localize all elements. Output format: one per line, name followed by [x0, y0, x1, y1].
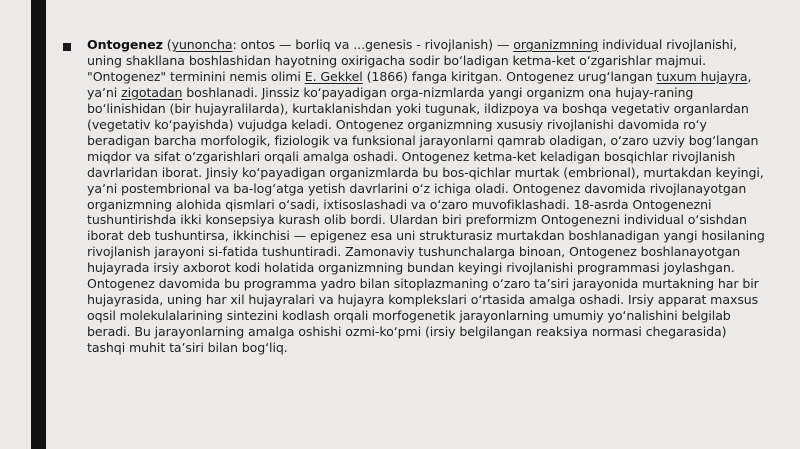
slide-accent-bar	[31, 0, 46, 449]
link-tuxum-hujayra[interactable]: tuxum hujayra	[656, 68, 748, 84]
text-segment: individual rivojlanishi, uning shakllana boshlashidan hayotning oxirigacha sodir boʻladigan ketma-ket oʻzgarishlar majmui. "Ontogenez" terminini nemis olimi	[87, 37, 737, 84]
definition-paragraph	[87, 37, 767, 356]
link-gekkel[interactable]: E. Gekkel	[304, 68, 363, 84]
text-segment: (1866) fanga kiritgan. Ontogenez urugʻlangan	[362, 68, 657, 84]
link-yunoncha[interactable]: yunoncha	[171, 37, 233, 52]
square-bullet-icon	[63, 43, 71, 51]
term-heading: Ontogenez	[87, 37, 163, 52]
text-segment: boshlanadi. Jinssiz koʻpayadigan orga-nizmlarda yangi organizm ona hujay-raning boʻlinishidan (bir hujayralilarda), kurtaklanishdan yoki tugunak, ildizpoya va boshqa vegetativ organlardan (vegetativ koʻpayishda) vujudga keladi. Ontogenez organizmning xususiy rivojlanishi davomida roʻy beradigan barcha morfologik, fiziologik va funksional jarayonlarni qamrab oladigan, oʻzaro uzviy bogʻlangan miqdor va sifat oʻzgarishlari orqali amalga oshadi. Ontogenez ketma-ket keladigan bosqichlar rivojlanish davrlaridan iborat. Jinsiy koʻpayadigan organizmlarda bu bos-qichlar murtak (embrional), murtakdan keyingi, yaʼni postembrional va ba-logʻatga yetish davrlarini oʻz ichiga oladi. Ontogenez davomida rivojlanayotgan organizmning alohida qismlari oʻsadi, ixtisoslashadi va oʻzaro muvofiklashadi. 18-asrda Ontogenezni tushuntirishda ikki konsepsiya kurash olib bordi. Ulardan biri preformizm Ontogenezni individual oʻsishdan iborat deb tushuntirsa, ikkinchisi — epigenez esa uni strukturasiz murtakdan boshlanadigan yangi hosilaning rivojlanish jarayoni si-fatida tushuntiradi. Zamonaviy tushunchalarga binoan, Ontogenez boshlanayotgan hujayrada irsiy axborot kodi holatida organizmning bundan keyingi rivojlanishi programmasi joylashgan. Ontogenez davomida bu programma yadro bilan sitoplazmaning oʻzaro taʼsiri jarayonida murtakning har bir hujayrasida, uning har xil hujayralari va hujayra komplekslari oʻrtasida amalga oshadi. Irsiy apparat maxsus oqsil molekulalarining sintezini kodlash orqali morfogenetik jarayonlarning umumiy yoʻnalishini belgilab beradi. Bu jarayonlarning amalga oshishi ozmi-koʻpmi (irsiy belgilangan reaksiya normasi chegarasida) tashqi muhit taʼsiri bilan bogʻliq.	[87, 84, 765, 356]
text-segment: : ontos — borliq va ...genesis - rivojlanish) —	[232, 37, 514, 52]
link-organizmning[interactable]: organizmning	[513, 37, 599, 52]
link-zigotadan[interactable]: zigotadan	[121, 84, 183, 100]
text-segment: , yaʼni	[87, 68, 752, 100]
text-segment: (	[162, 37, 172, 52]
